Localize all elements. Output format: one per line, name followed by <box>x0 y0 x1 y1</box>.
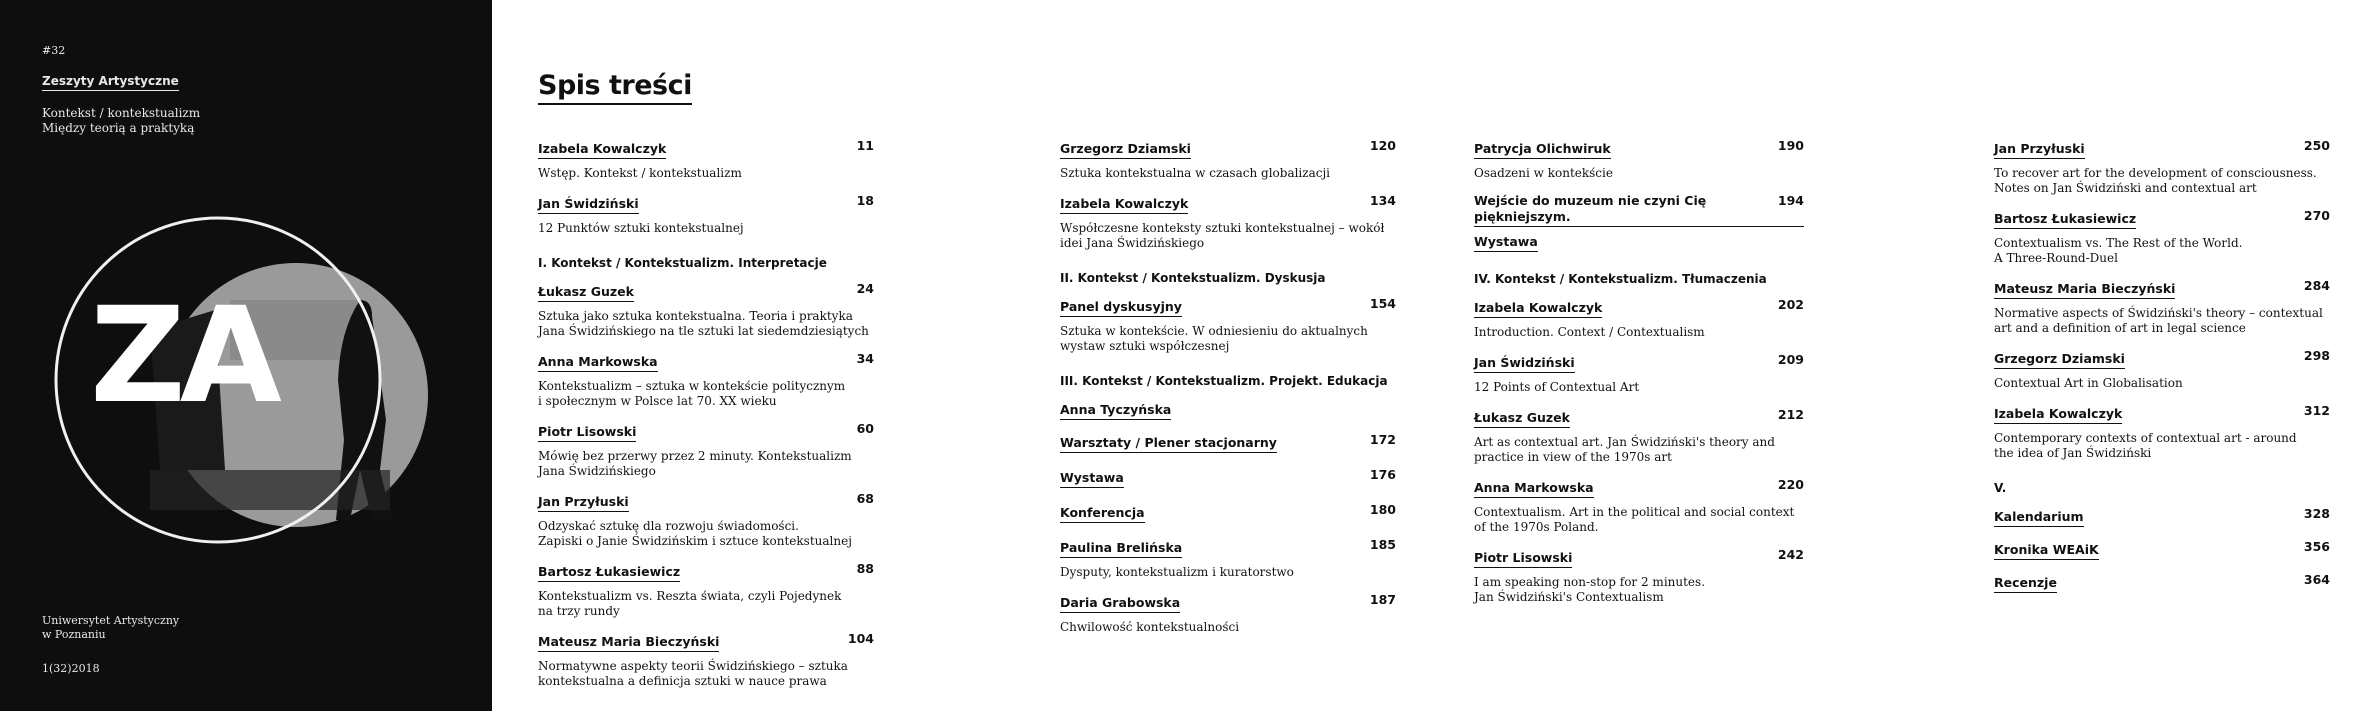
description-line: I am speaking non-stop for 2 minutes. <box>1474 575 1706 589</box>
entry-author: Warsztaty / Plener stacjonarny <box>1060 435 1277 453</box>
entry-description <box>1994 431 2330 461</box>
entry-author: Wystawa <box>1060 470 1124 488</box>
description-line: Introduction. Context / Contextualism <box>1474 325 1705 339</box>
toc-entry[interactable] <box>1474 297 1804 340</box>
toc-entry[interactable] <box>1060 592 1396 635</box>
toc-entry[interactable] <box>538 281 874 339</box>
entry-page-number: 180 <box>1369 502 1396 517</box>
entry-author: Izabela Kowalczyk <box>1060 196 1188 214</box>
toc-entry[interactable] <box>538 561 874 619</box>
entry-author: Kalendarium <box>1994 509 2084 527</box>
entry-author: Izabela Kowalczyk <box>1474 300 1602 318</box>
entry-description <box>1060 565 1396 580</box>
subtitle-line-2: Między teorią a praktyką <box>42 121 195 135</box>
entry-description <box>538 166 874 181</box>
description-line: Jana Świdzińskiego na tle sztuki lat siedemdziesiątych <box>538 324 869 338</box>
entry-page-number: 120 <box>1369 138 1396 153</box>
section-heading: II. Kontekst / Kontekstualizm. Dyskusja <box>1060 271 1326 285</box>
toc-entry[interactable] <box>538 351 874 409</box>
entry-author: Bartosz Łukasiewicz <box>1994 211 2136 229</box>
entry-author: Jan Przyłuski <box>538 494 629 512</box>
entry-author: Izabela Kowalczyk <box>538 141 666 159</box>
entry-page-number: 68 <box>856 491 874 506</box>
university <box>42 614 179 642</box>
entry-description <box>1474 435 1804 465</box>
entry-description <box>1474 575 1804 605</box>
toc-entry[interactable] <box>1474 407 1804 465</box>
toc-entry[interactable] <box>1994 506 2330 527</box>
page-title: Spis treści <box>538 70 692 105</box>
entry-author: Grzegorz Dziamski <box>1060 141 1191 159</box>
description-line: Mówię bez przerwy przez 2 minuty. Kontekstualizm <box>538 449 852 463</box>
description-line: Notes on Jan Świdziński and contextual art <box>1994 181 2257 195</box>
toc-entry[interactable] <box>538 421 874 479</box>
entry-description <box>538 379 874 409</box>
entry-page-number: 154 <box>1369 296 1396 311</box>
entry-description <box>1474 166 1804 181</box>
entry-description <box>1994 166 2330 196</box>
entry-author: Grzegorz Dziamski <box>1994 351 2125 369</box>
entry-author: Daria Grabowska <box>1060 595 1180 613</box>
entry-author: Piotr Lisowski <box>538 424 636 442</box>
table-of-contents <box>492 0 2380 711</box>
description-line: Sztuka kontekstualna w czasach globalizacji <box>1060 166 1331 180</box>
entry-author: Łukasz Guzek <box>1474 410 1570 428</box>
section-heading: IV. Kontekst / Kontekstualizm. Tłumaczenia <box>1474 272 1767 286</box>
university-line-1: Uniwersytet Artystyczny <box>42 614 180 627</box>
entry-description <box>1474 380 1804 395</box>
description-line: Sztuka jako sztuka kontekstualna. Teoria i praktyka <box>538 309 853 323</box>
toc-entry[interactable] <box>1060 467 1396 488</box>
entry-page-number: 176 <box>1369 467 1396 482</box>
entry-page-number: 104 <box>847 631 874 646</box>
entry-page-number: 364 <box>2303 572 2330 587</box>
toc-entry[interactable] <box>538 193 874 236</box>
description-line: Jana Świdzińskiego <box>538 464 656 478</box>
entry-page-number: 172 <box>1369 432 1396 447</box>
description-line: Dysputy, kontekstualizm i kuratorstwo <box>1060 565 1294 579</box>
entry-page-number: 24 <box>856 281 874 296</box>
entry-page-number: 312 <box>2303 403 2330 418</box>
toc-entry[interactable] <box>1060 432 1396 453</box>
entry-author: Recenzje <box>1994 575 2057 593</box>
description-line: A Three-Round-Duel <box>1994 251 2118 265</box>
entry-page-number: 209 <box>1777 352 1804 367</box>
toc-entry[interactable] <box>1994 403 2330 461</box>
toc-entry[interactable] <box>1060 399 1396 420</box>
description-line: Contemporary contexts of contextual art - around <box>1994 431 2297 445</box>
entry-page-number: 328 <box>2303 506 2330 521</box>
toc-column-1 <box>538 138 874 701</box>
description-line: Jan Świdziński's Contextualism <box>1474 590 1664 604</box>
logo: ZA <box>90 279 276 433</box>
description-line: practice in view of the 1970s art <box>1474 450 1672 464</box>
entry-page-number: 356 <box>2303 539 2330 554</box>
entry-description <box>538 589 874 619</box>
description-line: Wstęp. Kontekst / kontekstualizm <box>538 166 742 180</box>
entry-page-number: 34 <box>856 351 874 366</box>
entry-description <box>1060 324 1396 354</box>
entry-description <box>538 659 874 689</box>
description-line: wystaw sztuki współczesnej <box>1060 339 1230 353</box>
entry-page-number: 220 <box>1777 477 1804 492</box>
university-line-2: w Poznaniu <box>42 628 106 641</box>
toc-entry[interactable] <box>538 491 874 549</box>
entry-description <box>1060 620 1396 635</box>
description-line: Contextualism vs. The Rest of the World. <box>1994 236 2243 250</box>
toc-entry[interactable] <box>1994 539 2330 560</box>
entry-description <box>538 519 874 549</box>
description-line: kontekstualna a definicja sztuki w nauce prawa <box>538 674 827 688</box>
toc-entry[interactable] <box>1474 193 1804 252</box>
description-line: 12 Punktów sztuki kontekstualnej <box>538 221 744 235</box>
entry-page-number: 134 <box>1369 193 1396 208</box>
entry-author: Konferencja <box>1060 505 1145 523</box>
description-line: Normative aspects of Świdziński's theory – contextual <box>1994 306 2323 320</box>
section-heading: V. <box>1994 481 2007 495</box>
description-line: Zapiski o Janie Świdzińskim i sztuce kontekstualnej <box>538 534 852 548</box>
description-line: the idea of Jan Świdziński <box>1994 446 2152 460</box>
toc-entry[interactable] <box>1994 278 2330 336</box>
entry-description <box>1994 236 2330 266</box>
entry-author: Anna Markowska <box>538 354 658 372</box>
entry-page-number: 185 <box>1369 537 1396 552</box>
entry-author: Izabela Kowalczyk <box>1994 406 2122 424</box>
entry-description <box>1060 166 1396 181</box>
toc-entry[interactable] <box>1474 547 1804 605</box>
description-line: To recover art for the development of consciousness. <box>1994 166 2317 180</box>
description-line: Contextual Art in Globalisation <box>1994 376 2183 390</box>
entry-description <box>1994 306 2330 336</box>
entry-description <box>1474 505 1804 535</box>
entry-author: Patrycja Olichwiruk <box>1474 141 1611 159</box>
toc-entry[interactable] <box>1474 352 1804 395</box>
toc-entry[interactable] <box>1060 193 1396 251</box>
description-line: Współczesne konteksty sztuki kontekstualnej – wokół <box>1060 221 1385 235</box>
entry-author: Łukasz Guzek <box>538 284 634 302</box>
description-line: art and a definition of art in legal science <box>1994 321 2246 335</box>
entry-author: Kronika WEAiK <box>1994 542 2099 560</box>
entry-author: Panel dyskusyjny <box>1060 299 1182 317</box>
toc-entry[interactable] <box>1994 138 2330 196</box>
entry-author: Anna Tyczyńska <box>1060 402 1171 420</box>
description-line: Kontekstualizm – sztuka w kontekście politycznym <box>538 379 846 393</box>
description-line: Contextualism. Art in the political and social context <box>1474 505 1795 519</box>
entry-page-number: 190 <box>1777 138 1804 153</box>
toc-entry[interactable] <box>1994 572 2330 593</box>
entry-page-number: 298 <box>2303 348 2330 363</box>
entry-page-number: 11 <box>856 138 874 153</box>
toc-column-2 <box>1060 138 1396 647</box>
toc-entry[interactable] <box>1994 208 2330 266</box>
description-line: idei Jana Świdzińskiego <box>1060 236 1205 250</box>
entry-author-line-2: Wystawa <box>1474 234 1538 252</box>
toc-entry[interactable] <box>1060 537 1396 580</box>
entry-description <box>538 221 874 236</box>
section-heading: III. Kontekst / Kontekstualizm. Projekt. Edukacja <box>1060 374 1388 388</box>
entry-page-number: 88 <box>856 561 874 576</box>
toc-entry[interactable] <box>1994 348 2330 391</box>
cover-subtitle <box>42 106 200 136</box>
entry-description <box>1474 325 1804 340</box>
entry-page-number: 194 <box>1777 193 1804 208</box>
issue-year: 1(32)2018 <box>42 662 100 675</box>
entry-page-number: 270 <box>2303 208 2330 223</box>
entry-author: Jan Świdziński <box>1474 355 1575 373</box>
entry-author: Jan Przyłuski <box>1994 141 2085 159</box>
toc-entry[interactable] <box>1060 296 1396 354</box>
entry-page-number: 242 <box>1777 547 1804 562</box>
entry-author: Mateusz Maria Bieczyński <box>538 634 719 652</box>
description-line: of the 1970s Poland. <box>1474 520 1599 534</box>
entry-author: Anna Markowska <box>1474 480 1594 498</box>
series-title: Zeszyty Artystyczne <box>42 74 179 91</box>
entry-page-number: 212 <box>1777 407 1804 422</box>
issue-number: #32 <box>42 44 66 57</box>
entry-page-number: 187 <box>1369 592 1396 607</box>
subtitle-line-1: Kontekst / kontekstualizm <box>42 106 201 120</box>
description-line: na trzy rundy <box>538 604 620 618</box>
entry-author: Wejście do muzeum nie czyni Cię piękniejszym. <box>1474 193 1804 227</box>
description-line: Chwilowość kontekstualności <box>1060 620 1240 634</box>
toc-entry[interactable] <box>1060 502 1396 523</box>
description-line: Odzyskać sztukę dla rozwoju świadomości. <box>538 519 799 533</box>
toc-entry[interactable] <box>538 631 874 689</box>
description-line: Osadzeni w kontekście <box>1474 166 1613 180</box>
entry-page-number: 202 <box>1777 297 1804 312</box>
toc-entry[interactable] <box>1474 138 1804 181</box>
entry-author: Piotr Lisowski <box>1474 550 1572 568</box>
entry-page-number: 60 <box>856 421 874 436</box>
description-line: 12 Points of Contextual Art <box>1474 380 1640 394</box>
toc-column-3 <box>1474 138 1804 617</box>
entry-page-number: 284 <box>2303 278 2330 293</box>
description-line: Normatywne aspekty teorii Świdzińskiego – sztuka <box>538 659 848 673</box>
entry-description <box>538 449 874 479</box>
toc-entry[interactable] <box>1474 477 1804 535</box>
entry-description <box>538 309 874 339</box>
entry-author: Jan Świdziński <box>538 196 639 214</box>
description-line: Art as contextual art. Jan Świdziński's theory and <box>1474 435 1775 449</box>
section-heading: I. Kontekst / Kontekstualizm. Interpretacje <box>538 256 827 270</box>
toc-entry[interactable] <box>1060 138 1396 181</box>
entry-page-number: 250 <box>2303 138 2330 153</box>
entry-author: Bartosz Łukasiewicz <box>538 564 680 582</box>
toc-column-4 <box>1994 138 2330 605</box>
description-line: Sztuka w kontekście. W odniesieniu do aktualnych <box>1060 324 1368 338</box>
entry-author: Paulina Brelińska <box>1060 540 1182 558</box>
cover-page <box>0 0 492 711</box>
entry-description <box>1994 376 2330 391</box>
toc-entry[interactable] <box>538 138 874 181</box>
entry-page-number: 18 <box>856 193 874 208</box>
entry-author: Mateusz Maria Bieczyński <box>1994 281 2175 299</box>
entry-description <box>1060 221 1396 251</box>
description-line: Kontekstualizm vs. Reszta świata, czyli Pojedynek <box>538 589 842 603</box>
description-line: i społecznym w Polsce lat 70. XX wieku <box>538 394 777 408</box>
